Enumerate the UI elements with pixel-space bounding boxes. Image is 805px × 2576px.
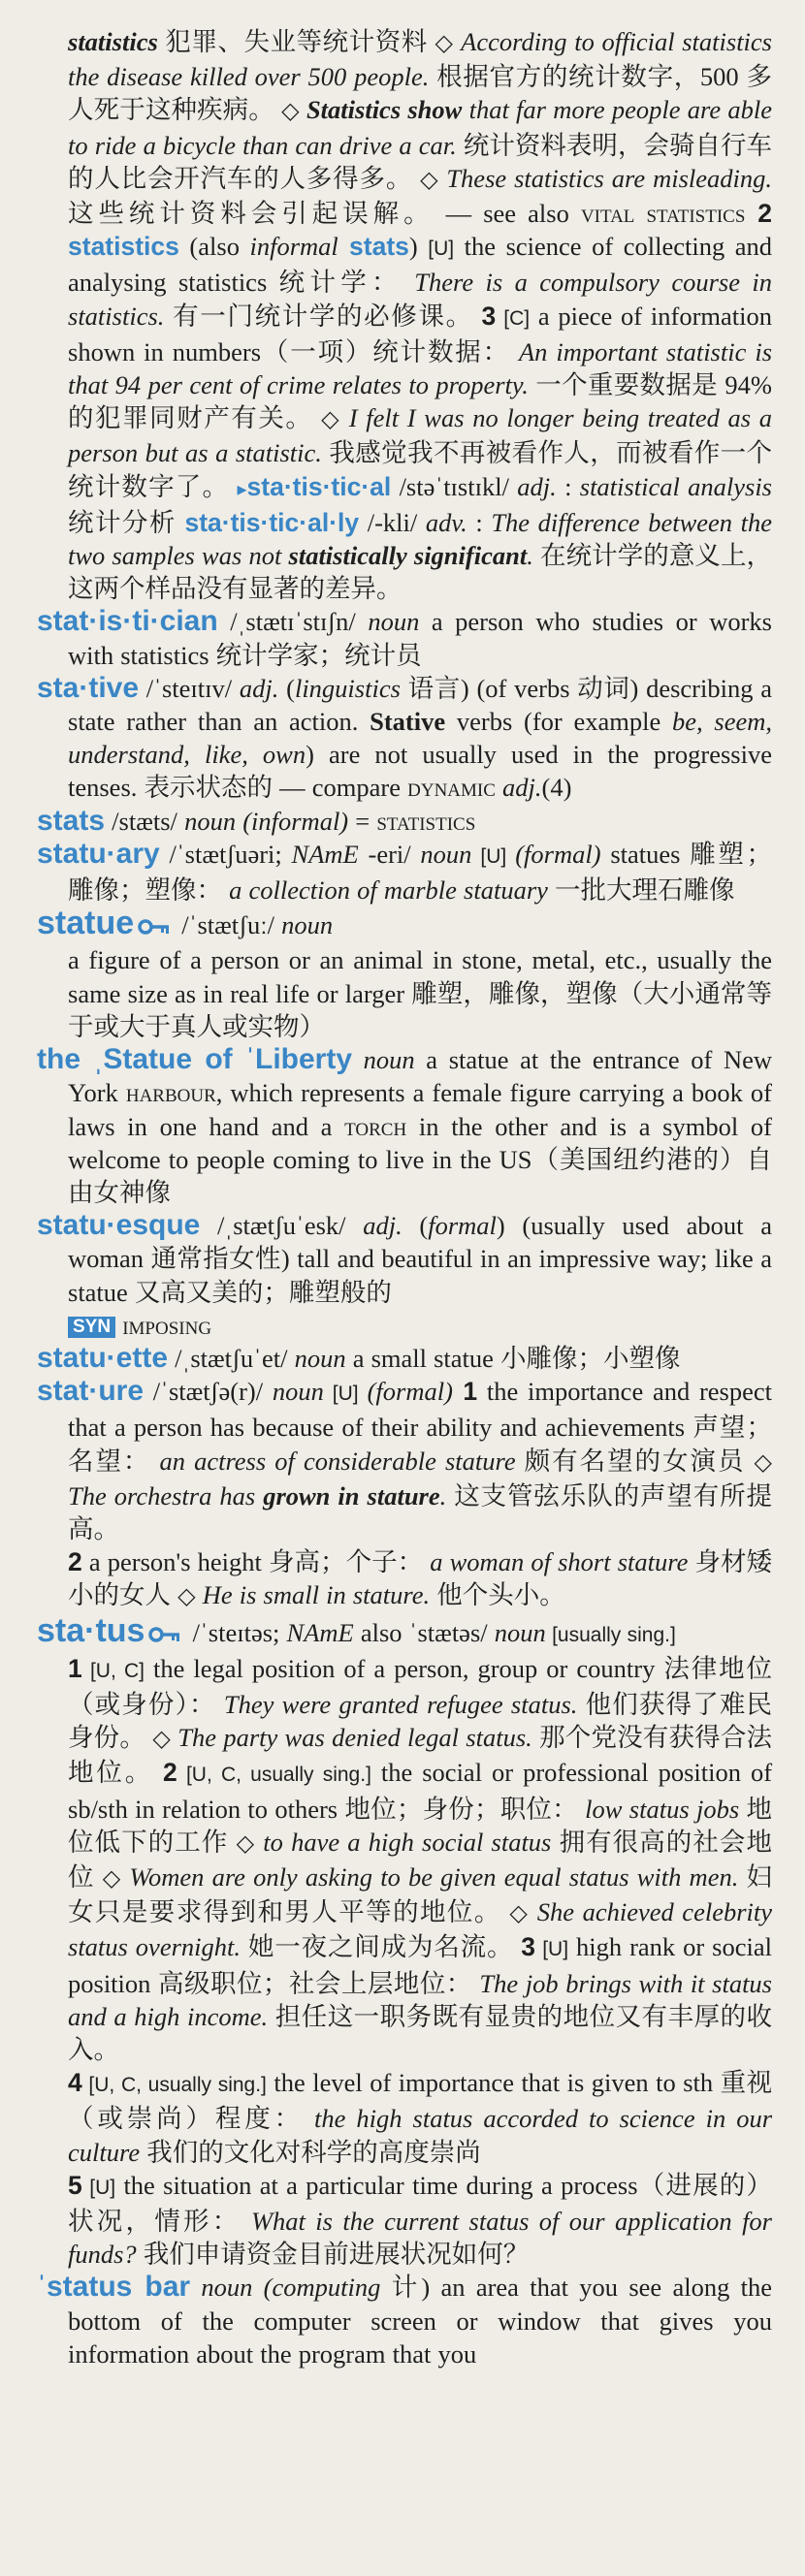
pronunciation: /ˈsteɪtɪv/ [139,673,240,703]
text: = [348,806,377,836]
translation: 一批大理石雕像 [547,875,735,906]
pronunciation: /ˌstætɪˈstɪʃn/ [217,607,369,637]
example-word: statistics [68,27,158,56]
subject-label: (computing [252,2273,381,2303]
translation: 她一夜之间成为名流。 [241,1932,522,1962]
translation: 那个党没有获得合法地位。 [68,1723,772,1788]
register-label: (informal) [236,806,349,836]
synonym-link[interactable]: imposing [115,1310,212,1340]
translation: 地位低下的工作 [68,1794,772,1857]
sense-number: 3 [521,1932,536,1962]
sense-number: 1 [452,1377,478,1407]
pronunciation: /ˈstætʃuəri; [159,839,292,869]
part-of-speech: noun [294,1343,346,1373]
sense-ref: (4) [541,773,572,803]
pronunciation: /-kli/ [359,507,426,537]
definition: the legal position of a person, group or country 法律地位（或身份）： [68,1653,772,1719]
definition: a statue at the entrance of New York [68,1045,773,1108]
translation: 我们申请资金目前进展状况如何？ [136,2240,530,2270]
diamond-icon: ◇ [102,1865,122,1892]
example: The difference between the two samples was not [68,507,772,571]
dialect-label: NAmE [286,1617,354,1647]
pronunciation: /ˈstætʃə(r)/ [144,1377,273,1407]
cross-reference-link[interactable]: vital statistics [580,199,746,229]
translation: 犯罪、失业等统计资料 [157,27,435,56]
definition-statue [68,943,772,1043]
example: to have a high social status [255,1827,552,1857]
example: The orchestra has [68,1480,264,1511]
example: The job brings with it status and a high income. [68,1968,772,2031]
text: verbs (for example [445,707,673,737]
sense-number: 2 [745,199,773,229]
entry-statuesque [37,1209,772,1309]
headword[interactable]: ˈstatus bar [37,2271,191,2304]
definition: ) (usually used about a woman 通常指女性) tall and beautiful in an impressive way; like a statue 又高又美的；雕塑般的 [68,1211,772,1307]
sense-number: 5 [68,2170,82,2200]
example: I felt I was no longer being treated as a person but as a statistic. [68,403,773,468]
status-sense-4 [68,2066,772,2169]
text: (also [178,232,250,262]
triangle-icon: ▸ [237,478,247,500]
synonym-badge: SYN [68,1317,115,1338]
example: He is small in stature. [195,1580,431,1610]
sense-number: 1 [68,1653,82,1683]
example: An important statistic is that 94 per cent of crime relates to property. [68,336,773,400]
definition: a person's height 身高；个子： [81,1547,431,1577]
example: an actress of considerable stature [159,1446,516,1476]
example: The party was denied legal status. [170,1723,532,1753]
part-of-speech: noun [494,1617,546,1647]
part-of-speech: adj. [495,773,542,803]
entry-statuary [37,837,772,906]
definition: the social or professional position of sb/sth in relation to others 地位；身份；职位： [68,1758,773,1824]
text: ( [402,1211,429,1241]
headword[interactable]: statu·esque [37,1209,201,1242]
pronunciation: ˈstætəs/ [408,1617,495,1647]
dialect-label: NAmE [291,839,359,869]
example: There is a compulsory course in statistics. [68,268,772,331]
derivative-headword: sta·tis·tic·al·ly [184,507,360,537]
example: According to official statistics the disease killed over 500 people. [68,27,772,92]
translation: 身材矮小的女人 [68,1547,773,1610]
pronunciation: -eri/ [358,839,421,869]
example: These statistics are misleading. [438,163,773,193]
entry-stative [37,671,773,805]
text: : [556,471,580,501]
sense-number: 4 [68,2068,82,2098]
text: ) are not usually used in the progressive tenses. 表示状态的 — compare [68,740,772,803]
entry-stature [37,1375,773,1545]
pronunciation: /ˈstætʃuː/ [175,910,282,940]
translation: 担任这一职务既有显贵的地位又有丰厚的收入。 [68,2001,773,2064]
translation: 根据官方的统计数字，500 多人死于这种疾病。 [68,62,772,125]
text: ( [278,673,295,703]
register-label: formal [428,1211,497,1241]
headword[interactable]: sta·tive [37,671,140,704]
diamond-icon: ◇ [754,1449,772,1476]
cross-reference-link[interactable]: harbour [125,1078,216,1108]
derivative-headword: sta·tis·tic·al [246,471,392,501]
part-of-speech: adj. [517,471,557,501]
definition: in the other and is a symbol of welcome to people coming to live in the US（美国纽约港的）自由女神像 [68,1111,772,1207]
definition: a piece of information shown in numbers（一项）统计数据： [68,301,772,366]
diamond-icon: ◇ [177,1584,196,1610]
diamond-icon: ◇ [281,99,300,125]
part-of-speech: noun [368,607,420,637]
register-label: (formal) [515,839,601,869]
diamond-icon: ◇ [152,1727,171,1753]
pronunciation: /ˈsteɪtəs; [185,1617,287,1647]
bold-term: Stative [370,707,446,737]
definition: statues 雕塑；雕像；塑像： [68,839,772,906]
example: She achieved celebrity status overnight. [68,1897,773,1962]
sense-headword: statistics [68,232,179,262]
example: . [527,541,533,571]
text: also [353,1617,409,1647]
definition: the level of importance that is given to sth 重视（或崇尚）程度： [68,2068,773,2134]
translation: 拥有很高的社会地位 [68,1827,772,1892]
status-sense-1 [68,1652,772,2066]
grammar-label: [U] [535,1938,569,1961]
definition: high rank or social position 高级职位；社会上层地位： [68,1932,772,1998]
stature-sense-2 [68,1545,772,1613]
diamond-icon: ◇ [321,407,341,433]
grammar-label: [U, C, usually sing.] [81,2074,267,2097]
grammar-label: [U, C, usually sing.] [177,1764,371,1787]
grammar-label: [C] [496,306,531,330]
definition: the situation at a particular time during a process（进展的）状况，情形： [68,2170,773,2236]
translation: 我感觉我不再被看作人，而被看作一个统计数字了。 [68,438,773,501]
headword[interactable]: sta·tus [37,1611,145,1649]
translation: 他个头小。 [430,1580,565,1610]
definition: a person who studies or works with statistics 统计学家；统计员 [68,607,772,670]
part-of-speech: adj. [363,1211,402,1241]
synonym-line [68,1309,772,1342]
entry-statistician [37,605,772,671]
headword[interactable]: statu·ary [37,837,160,870]
translation: 有一门统计学的必修课。 [164,301,482,331]
definition: , which represents a female figure carrying a book of laws in one hand and a [68,1078,773,1141]
example-bold: Statistics show [299,95,463,125]
headword[interactable]: statu·ette [37,1341,169,1374]
example-bold: statistically significant [288,541,528,571]
entry-statuette [37,1341,772,1375]
example: . [439,1480,447,1511]
headword[interactable]: the ˌStatue of ˈLiberty [37,1043,353,1076]
subject-label: linguistics [294,673,401,703]
entry-statue [37,905,772,943]
example: They were granted refugee status. [223,1689,578,1719]
headword[interactable]: stats [37,804,106,837]
diamond-icon: ◇ [509,1901,530,1927]
entry-statistics-continued [68,25,772,605]
diamond-icon: ◇ [435,31,454,56]
grammar-label: [U, C] [81,1659,145,1682]
translation: 统计分析 [68,507,185,537]
example: low status jobs [585,1794,740,1824]
grammar-label: [U] [323,1383,368,1406]
part-of-speech: noun [352,1045,415,1075]
entry-status-bar [37,2271,773,2370]
part-of-speech: adv. [425,507,467,537]
entry-statue-of-liberty [37,1043,773,1209]
translation: 计) [380,2273,431,2303]
example: Women are only asking to be given equal status with men. [121,1861,739,1892]
entry-stats [37,804,772,838]
example-bold: grown in stature [263,1480,440,1511]
key-icon [138,910,171,943]
headword[interactable]: stat·is·ti·cian [37,605,218,638]
definition: 语言) (of verbs 动词) describing a state rather than an action. [68,673,772,737]
pronunciation: /ˌstætʃuˈesk/ [200,1211,364,1241]
translation: 妇女只是要求得到和男人平等的地位。 [68,1861,773,1927]
diamond-icon: ◇ [236,1830,256,1857]
cross-reference-link[interactable]: dynamic [407,773,496,803]
sense-number: 2 [163,1758,177,1788]
example: statistical analysis [579,471,772,501]
grammar-label: [U] [81,2176,116,2199]
definition: the science of collecting and analysing statistics 统计学： [68,232,773,298]
pronunciation: /stəˈtɪstɪkl/ [391,471,518,501]
definition: a small statue 小雕像；小塑像 [345,1343,681,1373]
example: that far more people are able to ride a bicycle than can drive a car. [68,95,772,160]
pronunciation: /ˌstætʃuˈet/ [168,1343,295,1373]
translation: 他们获得了难民身份。 [68,1689,773,1753]
register-label: informal [249,232,338,262]
part-of-speech: adj. [239,673,279,703]
part-of-speech: noun [190,2273,253,2303]
cross-reference-link[interactable]: statistics [376,806,476,836]
text: : [467,507,492,537]
grammar-label: [U] [428,238,455,261]
headword[interactable]: statue [37,905,135,942]
definition: an area that you see along the bottom of the computer screen or window that gives you information about the program that you [68,2273,773,2369]
translation: 这些统计资料会引起误解。 — see also [68,199,581,229]
example: a collection of marble statuary [229,875,548,906]
translation: 统计资料表明，会骑自行车的人比会开汽车的人多得多。 [68,130,772,193]
translation: 在统计学的意义上，这两个样品没有显著的差异。 [68,541,773,604]
translation: 一个重要数据是 94% 的犯罪同财产有关。 [68,370,772,433]
entry-status [37,1611,772,1652]
example: What is the current status of our application for funds? [68,2207,772,2270]
key-icon [148,1618,181,1651]
register-label: (formal) [367,1377,453,1407]
part-of-speech: noun [420,839,472,869]
definition: the importance and respect that a person has because of their ability and achievements 声望；名望： [68,1377,772,1476]
text: ) [408,232,429,262]
example: the high status accorded to science in our culture [68,2104,773,2167]
part-of-speech: noun [272,1377,324,1407]
part-of-speech: noun [281,910,334,940]
sense-number: 3 [481,301,497,331]
pronunciation: /stæts/ [105,806,185,836]
variant-headword: stats [338,232,409,262]
example-list: be, seem, understand, like, own [68,707,773,770]
part-of-speech: noun [184,806,237,836]
diamond-icon: ◇ [420,167,439,193]
grammar-label: [usually sing.] [545,1623,676,1646]
example: a woman of short stature [430,1547,689,1577]
sense-number: 2 [68,1547,82,1577]
translation: 颇有名望的女演员 [515,1446,755,1476]
cross-reference-link[interactable]: torch [344,1111,407,1141]
status-sense-5 [68,2169,772,2272]
headword[interactable]: stat·ure [37,1375,145,1408]
definition: a figure of a person or an animal in stone, metal, etc., usually the same size as in real life or larger 雕塑，雕像，塑像（大小通常等于或大于真人或实物） [68,945,772,1041]
translation: 这支管弦乐队的声望有所提高。 [68,1480,773,1543]
grammar-label: [U] [471,844,516,868]
translation: 我们的文化对科学的高度崇尚 [140,2137,481,2167]
